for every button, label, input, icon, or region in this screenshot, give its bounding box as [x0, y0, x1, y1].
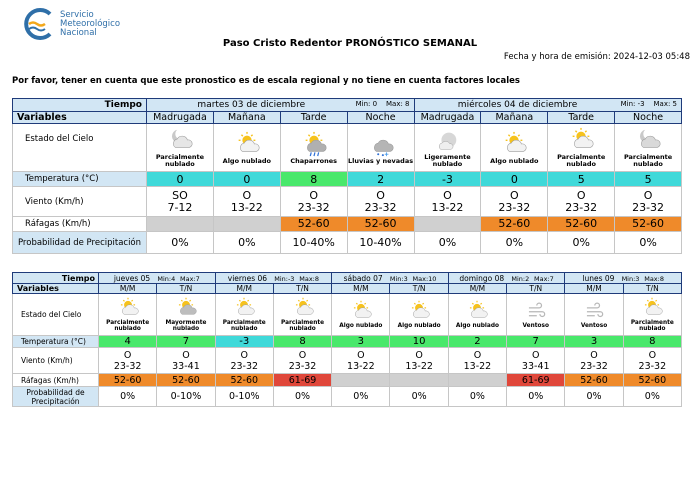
- period-header: M/M: [332, 284, 390, 294]
- sky-description: Ventoso: [580, 322, 608, 329]
- sky-description: Parcialmente nublado: [281, 319, 325, 332]
- sun-cloud-icon: [568, 127, 594, 153]
- sun-cloud-icon: [466, 300, 488, 322]
- wind-cell: [414, 187, 481, 217]
- wind-cell: [565, 348, 623, 374]
- day-header: sábado 07 Min:3 Max:10: [332, 273, 449, 284]
- precip-value: 0%: [99, 387, 157, 407]
- temperature-value: 2: [347, 172, 414, 187]
- showers-icon: [301, 131, 327, 157]
- wind-speed: 7-12: [167, 200, 193, 214]
- tiempo-label: Tiempo: [13, 273, 99, 284]
- wind-cell: [615, 187, 682, 217]
- gust-value: 61-69: [507, 374, 565, 387]
- gust-value: 52-60: [615, 217, 682, 232]
- wind-speed: 13-22: [347, 360, 375, 372]
- precip-value: 10-40%: [347, 232, 414, 254]
- sky-cell: [548, 124, 615, 172]
- wind-speed: 23-32: [498, 200, 531, 214]
- sky-cell: [507, 294, 565, 336]
- wind-direction: O: [309, 188, 319, 202]
- wind-direction: O: [123, 349, 132, 361]
- sky-description: Parcialmente nublado: [155, 153, 205, 168]
- cloud-moon-icon: [635, 127, 661, 153]
- wind-direction: O: [443, 188, 452, 202]
- sky-label: Estado del Cielo: [13, 294, 99, 336]
- sky-cell: [448, 294, 506, 336]
- wind-cell: [280, 187, 347, 217]
- tiempo-label: Tiempo: [13, 99, 147, 112]
- sky-cell: [615, 124, 682, 172]
- gust-label: Ráfagas (Km/h): [13, 217, 147, 232]
- org-name: Servicio Meteorológico Nacional: [60, 10, 121, 38]
- gust-value: [414, 217, 481, 232]
- temperature-value: -3: [215, 336, 273, 348]
- period-header: T/N: [273, 284, 331, 294]
- smn-logo-icon: [20, 6, 56, 42]
- wind-direction: O: [242, 188, 252, 202]
- variables-label: Variables: [13, 112, 147, 124]
- gust-value: 52-60: [99, 374, 157, 387]
- gust-value: [213, 217, 280, 232]
- temperature-value: -3: [414, 172, 481, 187]
- wind-speed: 23-32: [638, 360, 667, 372]
- day-header: domingo 08 Min:2 Max:7: [448, 273, 565, 284]
- wind-direction: O: [376, 188, 385, 202]
- sky-description: Algo nublado: [339, 322, 383, 329]
- wind-cell: [99, 348, 157, 374]
- temperature-value: 4: [99, 336, 157, 348]
- wind-direction: SO: [172, 188, 188, 202]
- wind-direction: O: [182, 349, 190, 361]
- precip-value: 0%: [213, 232, 280, 254]
- sky-description: Lluvias y nevadas: [348, 156, 414, 165]
- wind-icon: [583, 300, 605, 322]
- period-header: M/M: [448, 284, 506, 294]
- gust-value: 52-60: [623, 374, 681, 387]
- wind-direction: O: [298, 349, 307, 361]
- sky-description: Parcialmente nublado: [222, 319, 266, 332]
- smn-logo: [20, 6, 160, 42]
- wind-cell: [507, 348, 565, 374]
- wind-direction: O: [415, 349, 423, 361]
- wind-speed: 13-22: [463, 360, 492, 372]
- temperature-value: 8: [623, 336, 681, 348]
- sun-cloud-icon: [350, 300, 372, 322]
- sky-cell: [273, 294, 331, 336]
- temperature-value: 8: [273, 336, 331, 348]
- sky-description: Ventoso: [522, 322, 549, 329]
- precip-value: 0%: [448, 387, 506, 407]
- temperature-value: 5: [615, 172, 682, 187]
- temperature-value: 5: [548, 172, 615, 187]
- gust-value: [390, 374, 448, 387]
- temperature-value: 0: [147, 172, 214, 187]
- period-header: T/N: [157, 284, 215, 294]
- sun-cloud-icon: [234, 131, 260, 157]
- wind-cell: [623, 348, 681, 374]
- wind-speed: 23-32: [230, 360, 259, 372]
- wind-direction: O: [357, 349, 365, 361]
- gust-label: Ráfagas (Km/h): [13, 374, 99, 387]
- sky-cell: [565, 294, 623, 336]
- sun-cloud-icon: [501, 131, 527, 157]
- forecast-table-extended: [12, 272, 682, 407]
- sky-description: Ligeramente nublado: [424, 153, 471, 168]
- precip-label: Probabilidad de Precipitación: [13, 387, 99, 407]
- wind-icon: [525, 300, 547, 322]
- day-header: viernes 06 Min:-3 Max:8: [215, 273, 332, 284]
- wind-cell: [548, 187, 615, 217]
- wind-direction: O: [590, 349, 598, 361]
- page-title: Paso Cristo Redentor PRONÓSTICO SEMANAL: [222, 38, 478, 49]
- period-header: T/N: [623, 284, 681, 294]
- precip-label: Probabilidad de Precipitación: [13, 232, 147, 254]
- wind-speed: 23-32: [632, 200, 665, 214]
- sky-cell: [147, 124, 214, 172]
- wind-direction: O: [473, 349, 482, 361]
- gust-value: [332, 374, 390, 387]
- regional-notice: Por favor, tener en cuenta que este pronostico es de escala regional y no tiene en cuenta factores locales: [12, 76, 520, 86]
- precip-value: 0%: [147, 232, 214, 254]
- temp-label: Temperatura (°C): [13, 172, 147, 187]
- partly-cloudy-night-icon: [167, 127, 193, 153]
- precip-value: 0%: [548, 232, 615, 254]
- temperature-value: 0: [213, 172, 280, 187]
- gust-value: 52-60: [548, 217, 615, 232]
- wind-direction: O: [240, 349, 248, 361]
- gust-value: 52-60: [347, 217, 414, 232]
- rain-snow-icon: [368, 131, 394, 157]
- wind-direction: O: [643, 188, 653, 202]
- sky-description: Parcialmente nublado: [630, 319, 674, 332]
- temperature-value: 3: [565, 336, 623, 348]
- wind-cell: [390, 348, 448, 374]
- sky-cell: [213, 124, 280, 172]
- moon-cloud-icon: [434, 127, 460, 153]
- wind-cell: [347, 187, 414, 217]
- wind-cell: [213, 187, 280, 217]
- period-header: M/M: [565, 284, 623, 294]
- wind-speed: 13-22: [405, 360, 433, 372]
- wind-cell: [147, 187, 214, 217]
- gust-value: 52-60: [157, 374, 215, 387]
- precip-value: 0%: [623, 387, 681, 407]
- sky-label: Estado del Cielo: [13, 124, 147, 172]
- wind-speed: 23-32: [288, 360, 317, 372]
- wind-cell: [215, 348, 273, 374]
- sky-description: Algo nublado: [455, 322, 499, 329]
- sun-cloud-icon: [233, 297, 255, 319]
- precip-value: 0-10%: [215, 387, 273, 407]
- sun-cloud-icon: [641, 297, 663, 319]
- sky-description: Parcialmente nublado: [557, 153, 606, 168]
- temperature-value: 7: [157, 336, 215, 348]
- sky-cell: [414, 124, 481, 172]
- gust-value: 52-60: [565, 374, 623, 387]
- period-header: Madrugada: [414, 112, 481, 124]
- period-header: T/N: [507, 284, 565, 294]
- period-header: Noche: [615, 112, 682, 124]
- period-header: Mañana: [213, 112, 280, 124]
- gust-value: [147, 217, 214, 232]
- day-header: lunes 09 Min:3 Max:8: [565, 273, 682, 284]
- period-header: Noche: [347, 112, 414, 124]
- precip-value: 10-40%: [280, 232, 347, 254]
- sky-cell: [390, 294, 448, 336]
- wind-label: Viento (Km/h): [13, 187, 147, 217]
- sky-description: Algo nublado: [222, 156, 271, 165]
- gust-value: 52-60: [215, 374, 273, 387]
- period-header: Madrugada: [147, 112, 214, 124]
- precip-value: 0%: [481, 232, 548, 254]
- sun-cloud-icon: [292, 297, 314, 319]
- day-header: jueves 05 Min:4 Max:7: [99, 273, 216, 284]
- day-header: martes 03 de diciembre Min: 0 Max: 8: [147, 99, 415, 112]
- period-header: T/N: [390, 284, 448, 294]
- temperature-value: 7: [507, 336, 565, 348]
- precip-value: 0-10%: [157, 387, 215, 407]
- wind-cell: [332, 348, 390, 374]
- sky-description: Parcialmente nublado: [106, 319, 150, 332]
- gust-value: [448, 374, 506, 387]
- wind-speed: 23-32: [297, 200, 330, 214]
- sky-cell: [215, 294, 273, 336]
- precip-value: 0%: [565, 387, 623, 407]
- temperature-value: 0: [481, 172, 548, 187]
- wind-speed: 33-41: [172, 360, 200, 372]
- sky-description: Algo nublado: [490, 156, 539, 165]
- temperature-value: 10: [390, 336, 448, 348]
- temp-label: Temperatura (°C): [13, 336, 99, 348]
- wind-cell: [273, 348, 331, 374]
- precip-value: 0%: [390, 387, 448, 407]
- wind-direction: O: [509, 188, 519, 202]
- temperature-value: 2: [448, 336, 506, 348]
- gust-value: 52-60: [280, 217, 347, 232]
- period-header: M/M: [215, 284, 273, 294]
- sky-cell: [332, 294, 390, 336]
- sky-description: Parcialmente nublado: [623, 153, 673, 168]
- gust-value: 61-69: [273, 374, 331, 387]
- issue-datetime: Fecha y hora de emisión: 2024-12-03 05:48: [503, 52, 690, 62]
- temperature-value: 8: [280, 172, 347, 187]
- period-header: Tarde: [280, 112, 347, 124]
- sun-cloud-icon: [117, 297, 139, 319]
- variables-label: Variables: [13, 284, 99, 294]
- cloud-sun-icon: [175, 297, 197, 319]
- wind-direction: O: [648, 349, 657, 361]
- wind-label: Viento (Km/h): [13, 348, 99, 374]
- precip-value: 0%: [332, 387, 390, 407]
- wind-speed: 23-32: [113, 360, 142, 372]
- sky-cell: [347, 124, 414, 172]
- wind-speed: 33-41: [521, 360, 550, 372]
- temperature-value: 3: [332, 336, 390, 348]
- day-header: miércoles 04 de diciembre Min: -3 Max: 5: [414, 99, 682, 112]
- wind-speed: 13-22: [431, 200, 464, 214]
- wind-direction: O: [531, 349, 540, 361]
- wind-cell: [448, 348, 506, 374]
- forecast-table-short: [12, 98, 682, 254]
- sky-cell: [157, 294, 215, 336]
- sky-description: Mayormente nublado: [165, 319, 207, 332]
- wind-speed: 23-32: [565, 200, 598, 214]
- sky-description: Algo nublado: [397, 322, 441, 329]
- sky-description: Chaparrones: [290, 156, 337, 165]
- wind-direction: O: [576, 188, 586, 202]
- wind-speed: 23-32: [364, 200, 397, 214]
- precip-value: 0%: [273, 387, 331, 407]
- sky-cell: [99, 294, 157, 336]
- period-header: M/M: [99, 284, 157, 294]
- period-header: Mañana: [481, 112, 548, 124]
- sun-cloud-icon: [408, 300, 430, 322]
- gust-value: 52-60: [481, 217, 548, 232]
- precip-value: 0%: [507, 387, 565, 407]
- wind-cell: [481, 187, 548, 217]
- period-header: Tarde: [548, 112, 615, 124]
- wind-speed: 13-22: [230, 200, 263, 214]
- precip-value: 0%: [414, 232, 481, 254]
- sky-cell: [280, 124, 347, 172]
- sky-cell: [481, 124, 548, 172]
- wind-cell: [157, 348, 215, 374]
- wind-speed: 23-32: [580, 360, 608, 372]
- sky-cell: [623, 294, 681, 336]
- precip-value: 0%: [615, 232, 682, 254]
